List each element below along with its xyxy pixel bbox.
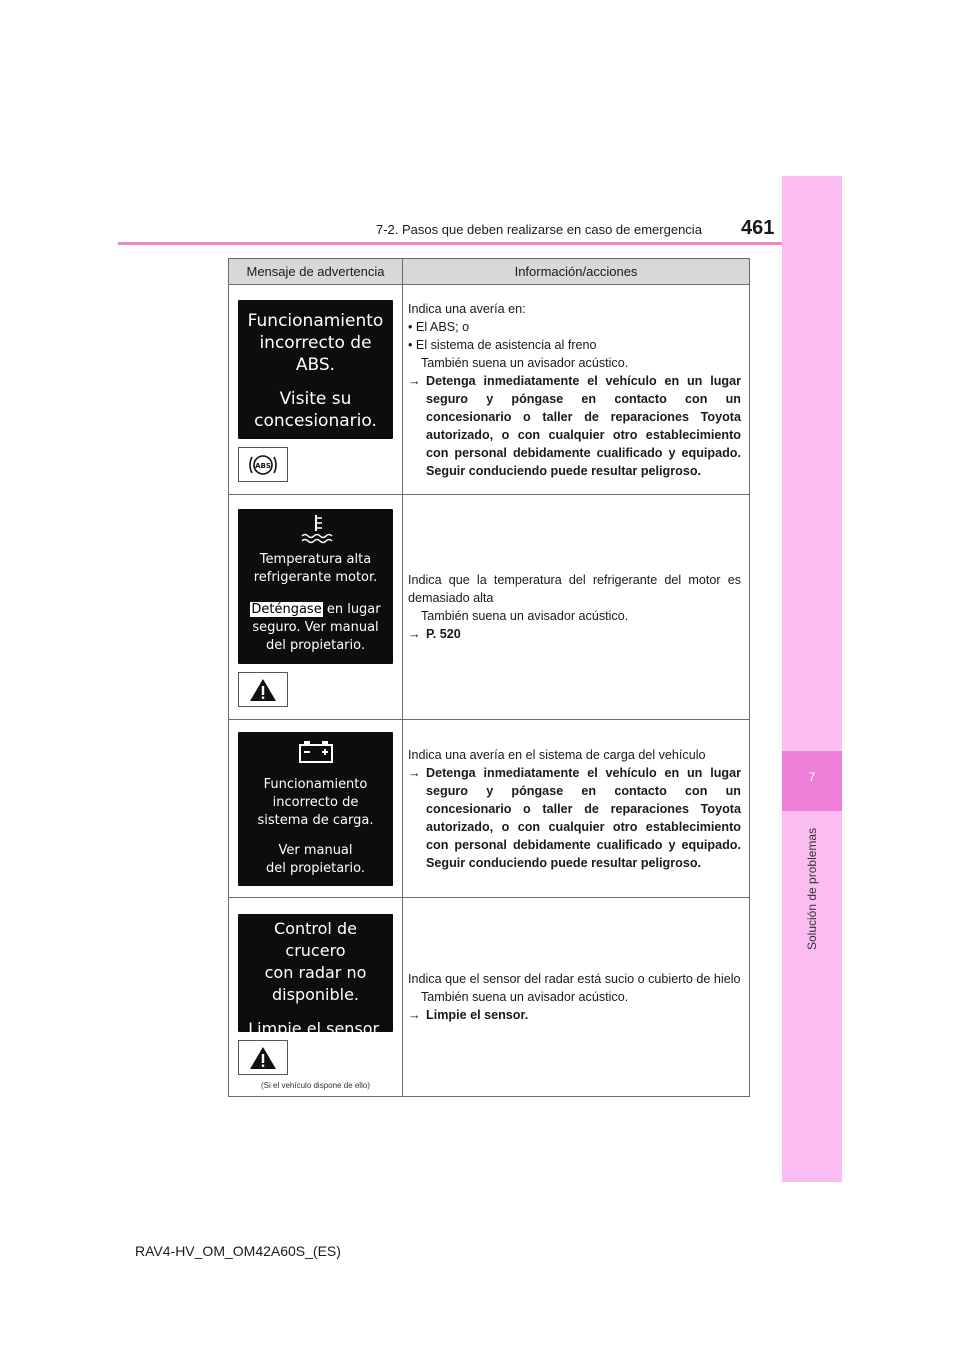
master-warning-icon <box>238 1040 288 1075</box>
action-line <box>408 1006 741 1024</box>
availability-note: (Si el vehículo dispone de ello) <box>261 1081 370 1090</box>
screen-line: del propietario. <box>266 638 365 653</box>
info-intro: Indica una avería en: <box>408 301 526 316</box>
arrow-icon: → <box>408 1008 421 1022</box>
chapter-label: Solución de problemas <box>805 827 819 950</box>
header-info-actions: Información/acciones <box>403 259 750 285</box>
screen-line: incorrecto de <box>272 794 359 810</box>
header-warning-message: Mensaje de advertencia <box>229 259 403 285</box>
coolant-temperature-icon <box>242 513 389 551</box>
info-intro: Indica que el sensor del radar está sucio o cubierto de hielo <box>408 972 741 986</box>
table-header-row <box>229 259 750 285</box>
sound-note: También suena un avisador acústico. <box>421 355 629 370</box>
charging-message-screen <box>238 732 393 886</box>
section-title: 7-2. Pasos que deben realizarse en caso de emergencia <box>376 222 702 237</box>
warning-message-cell <box>229 285 403 495</box>
sound-note: También suena un avisador acústico. <box>421 609 629 623</box>
screen-line: del propietario. <box>266 860 365 876</box>
table-row <box>229 285 750 495</box>
table-row <box>229 720 750 898</box>
screen-line: incorrecto de <box>259 333 372 353</box>
info-intro: Indica que la temperatura del refrigerante del motor es demasiado alta <box>408 573 741 605</box>
bullet-item: • El sistema de asistencia al freno <box>408 337 597 352</box>
screen-line: Limpie el sensor. <box>248 1019 383 1038</box>
screen-line: seguro. Ver manual <box>252 620 379 635</box>
info-actions-cell <box>403 898 750 1097</box>
screen-line: Funcionamiento <box>247 311 384 331</box>
action-line <box>408 372 741 480</box>
warning-message-cell <box>229 898 403 1097</box>
screen-line: refrigerante motor. <box>253 570 378 585</box>
abs-message-screen <box>238 300 393 439</box>
screen-line: Control de crucero <box>274 919 357 960</box>
screen-line-stop: Deténgase en lugar <box>251 602 381 617</box>
screen-line: disponible. <box>272 985 359 1004</box>
screen-line: Funcionamiento <box>263 776 368 792</box>
screen-line: ABS. <box>295 355 336 375</box>
action-text: Detenga inmediatamente el vehículo en un lugar seguro y póngase en contacto con un concesionario o taller de reparaciones Toyota autorizado, o con cualquier otro establecimiento con personal debidamente cualificado y equipado. Seguir conduciendo puede resultar peligroso. <box>426 373 741 478</box>
page-reference-link[interactable]: P. 520 <box>426 627 461 641</box>
coolant-message-screen <box>238 509 393 664</box>
table-row <box>229 898 750 1097</box>
chapter-side-tab[interactable] <box>782 176 842 1182</box>
screen-line: concesionario. <box>254 411 377 431</box>
info-actions-cell <box>403 720 750 898</box>
svg-text:ABS: ABS <box>255 461 271 470</box>
stop-highlight: Deténgase <box>251 602 322 617</box>
warning-message-table <box>228 258 750 1097</box>
screen-line: Visite su <box>279 389 352 409</box>
abs-warning-icon <box>238 447 288 482</box>
bullet-item: • El ABS; o <box>408 319 470 334</box>
arrow-icon: → <box>408 373 421 388</box>
battery-icon <box>242 738 389 770</box>
screen-line: Temperatura alta <box>259 552 372 567</box>
header-divider <box>118 242 782 245</box>
chapter-number: 7 <box>808 770 816 784</box>
screen-line: sistema de carga. <box>257 812 374 828</box>
arrow-icon: → <box>408 765 421 780</box>
info-actions-cell <box>403 285 750 495</box>
info-intro: Indica una avería en el sistema de carga del vehículo <box>408 747 706 762</box>
action-line <box>408 764 741 872</box>
sound-note: También suena un avisador acústico. <box>421 990 629 1004</box>
arrow-icon: → <box>408 627 421 641</box>
screen-line: con radar no <box>264 963 367 982</box>
action-line <box>408 625 741 643</box>
document-code: RAV4-HV_OM_OM42A60S_(ES) <box>135 1243 341 1259</box>
screen-line: Ver manual <box>278 842 353 858</box>
info-actions-cell <box>403 495 750 720</box>
table-row <box>229 495 750 720</box>
warning-message-cell <box>229 495 403 720</box>
action-text: Limpie el sensor. <box>426 1008 529 1022</box>
page-number: 461 <box>741 217 775 239</box>
radar-message-screen <box>238 914 393 1038</box>
warning-message-cell <box>229 720 403 898</box>
action-text: Detenga inmediatamente el vehículo en un lugar seguro y póngase en contacto con un concesionario o taller de reparaciones Toyota autorizado, o con cualquier otro establecimiento con personal debidamente cualificado y equipado. Seguir conduciendo puede resultar peligroso. <box>426 765 741 870</box>
master-warning-icon <box>238 672 288 707</box>
